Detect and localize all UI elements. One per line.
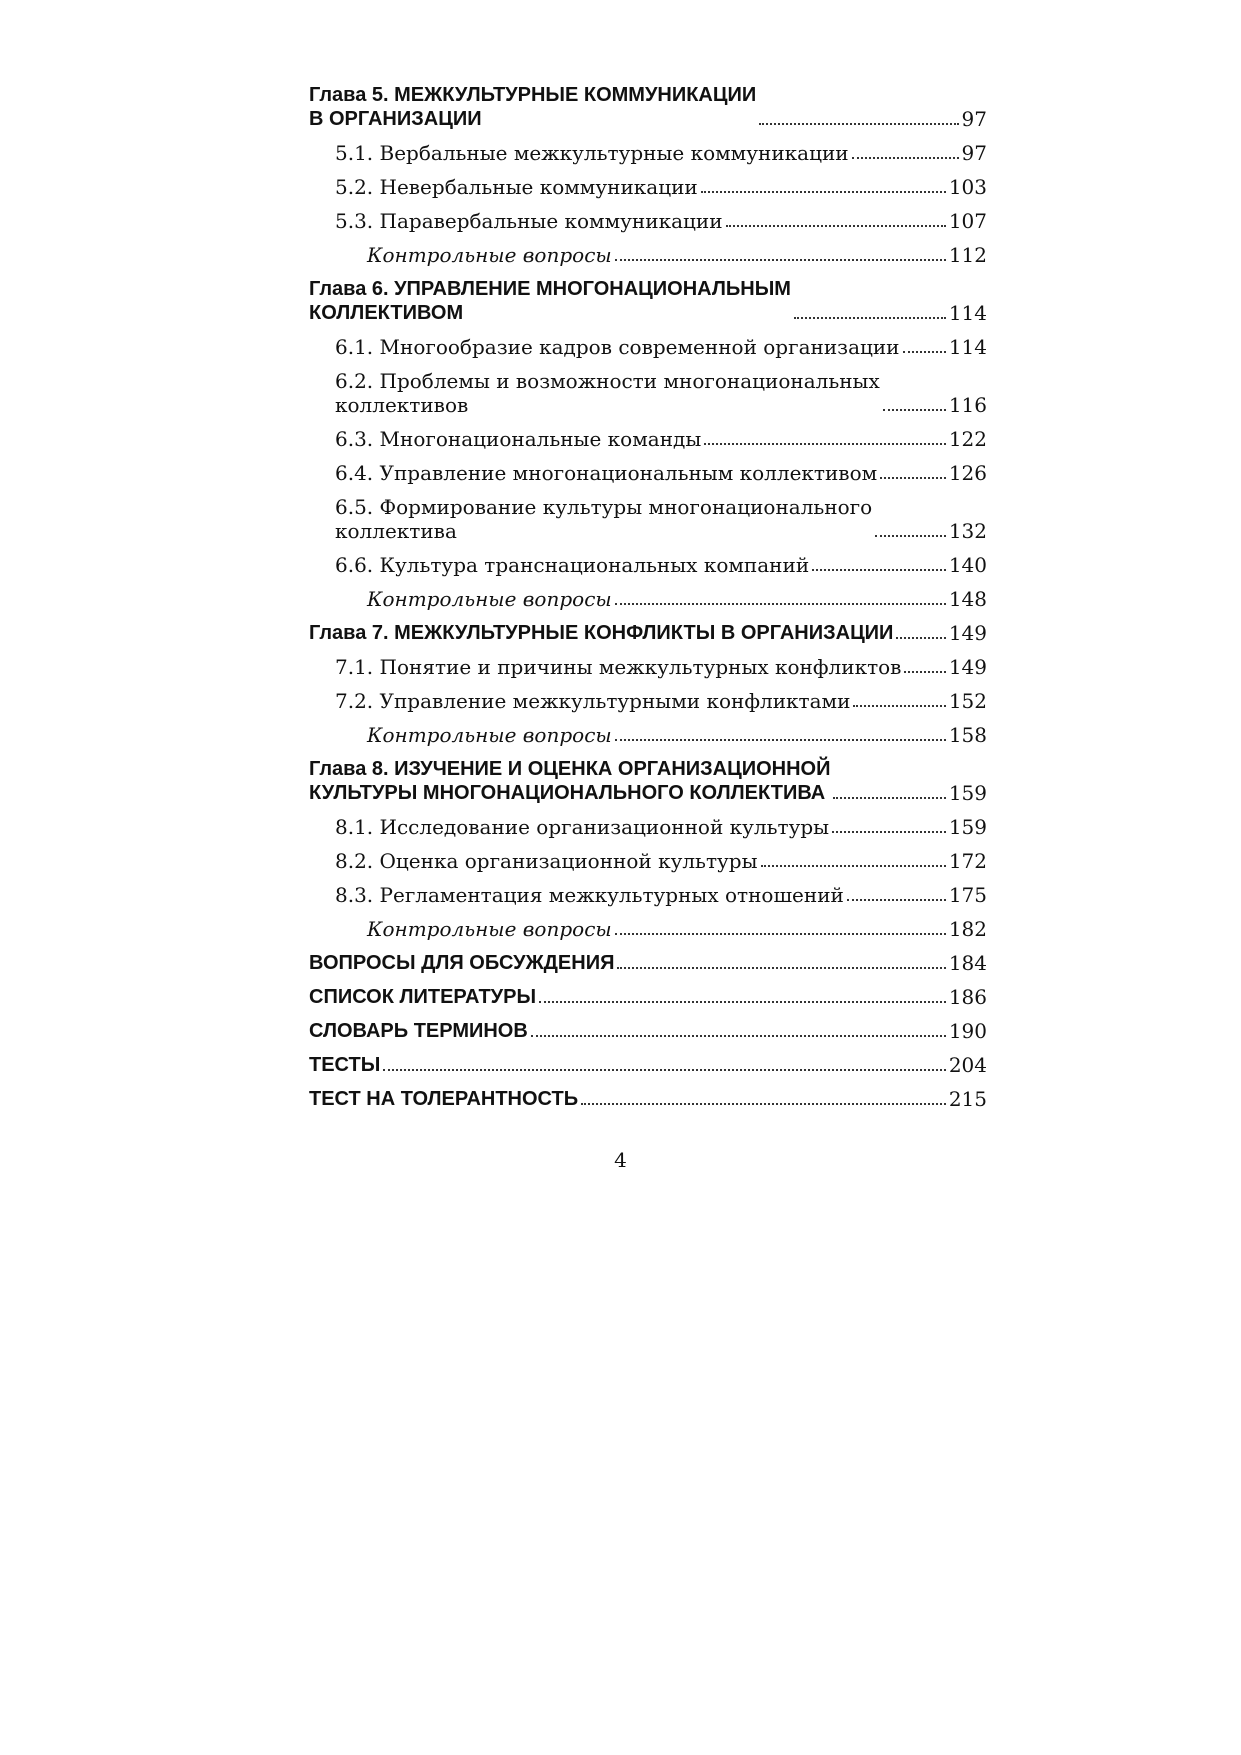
toc-section-entry — [309, 849, 987, 873]
toc-entry-title — [309, 277, 791, 325]
dot-leader — [833, 796, 945, 799]
toc-entry-page: 140 — [948, 553, 987, 577]
toc-entry-page: 116 — [948, 393, 987, 417]
dot-leader — [759, 122, 958, 125]
toc-entry-page: 159 — [948, 815, 987, 839]
toc-entry-title-line1: Глава 5. МЕЖКУЛЬТУРНЫЕ КОММУНИКАЦИИ — [309, 84, 757, 106]
toc-entry-title: 6.4. Управление многонациональным коллективом — [335, 461, 878, 485]
toc-entry-page: 190 — [948, 1019, 987, 1043]
dot-leader — [726, 224, 946, 227]
toc-entry-title-line2: КУЛЬТУРЫ МНОГОНАЦИОНАЛЬНОГО КОЛЛЕКТИВА — [309, 782, 826, 804]
toc-entry-page: 182 — [948, 917, 987, 941]
dot-leader — [581, 1102, 946, 1105]
dot-leader — [812, 568, 946, 571]
toc-entry-page: 159 — [948, 781, 987, 805]
toc-entry-page: 97 — [961, 141, 987, 165]
dot-leader — [883, 408, 946, 411]
toc-section-entry — [309, 461, 987, 485]
toc-chapter-entry — [309, 83, 987, 131]
toc-entry-title-line1: Глава 6. УПРАВЛЕНИЕ МНОГОНАЦИОНАЛЬНЫМ — [309, 278, 791, 300]
toc-questions-entry — [309, 917, 987, 941]
toc-section-entry — [309, 655, 987, 679]
toc-entry-title-line1: 6.2. Проблемы и возможности многонациональных — [335, 369, 880, 393]
toc-entry-page: 103 — [948, 175, 987, 199]
toc-entry-page: 158 — [948, 723, 987, 747]
toc-entry-title: Контрольные вопросы — [367, 723, 612, 747]
toc-entry-page: 132 — [948, 519, 987, 543]
toc-entry-page: 114 — [948, 301, 987, 325]
dot-leader — [832, 830, 946, 833]
toc-section-entry — [309, 689, 987, 713]
toc-questions-entry — [309, 243, 987, 267]
toc-entry-page: 152 — [948, 689, 987, 713]
toc-entry-page: 149 — [948, 655, 987, 679]
toc-chapter-entry — [309, 277, 987, 325]
toc-section-entry — [309, 369, 987, 417]
toc-entry-page: 172 — [948, 849, 987, 873]
dot-leader — [761, 864, 946, 867]
dot-leader — [539, 1000, 946, 1003]
toc-entry-title — [309, 757, 830, 805]
toc-entry-title: 5.1. Вербальные межкультурные коммуникации — [335, 141, 849, 165]
dot-leader — [615, 258, 946, 261]
toc-entry-title: Контрольные вопросы — [367, 917, 612, 941]
dot-leader — [615, 932, 946, 935]
toc-entry-title: ТЕСТ НА ТОЛЕРАНТНОСТЬ — [309, 1088, 579, 1110]
dot-leader — [904, 670, 945, 673]
toc-section-entry — [309, 141, 987, 165]
toc-entry-title: 8.3. Регламентация межкультурных отношений — [335, 883, 844, 907]
toc-entry-title — [335, 495, 872, 543]
toc-section-entry — [309, 815, 987, 839]
toc-entry-page: 175 — [948, 883, 987, 907]
toc-entry-title: 8.2. Оценка организационной культуры — [335, 849, 758, 873]
page-number: 4 — [614, 1148, 627, 1172]
toc-entry-page: 149 — [948, 621, 987, 645]
toc-entry-page: 186 — [948, 985, 987, 1009]
toc-entry-title: 5.2. Невербальные коммуникации — [335, 175, 698, 199]
toc-chapter-entry — [309, 621, 987, 645]
dot-leader — [875, 534, 946, 537]
dot-leader — [701, 190, 946, 193]
dot-leader — [383, 1068, 946, 1071]
toc-entry-title: 6.1. Многообразие кадров современной организации — [335, 335, 900, 359]
dot-leader — [617, 966, 945, 969]
toc-chapter-entry — [309, 1019, 987, 1043]
toc-entry-page: 107 — [948, 209, 987, 233]
dot-leader — [880, 476, 946, 479]
toc-entry-title: ТЕСТЫ — [309, 1054, 381, 1076]
toc-entry-title — [309, 83, 756, 131]
toc-section-entry — [309, 553, 987, 577]
toc-questions-entry — [309, 587, 987, 611]
toc-entry-title: 7.1. Понятие и причины межкультурных конфликтов — [335, 655, 902, 679]
toc-entry-page: 148 — [948, 587, 987, 611]
toc-chapter-entry — [309, 757, 987, 805]
dot-leader — [704, 442, 946, 445]
toc-entry-title-line2: коллективов — [335, 393, 469, 417]
toc-entry-title: Глава 7. МЕЖКУЛЬТУРНЫЕ КОНФЛИКТЫ В ОРГАНИЗАЦИИ — [309, 622, 894, 644]
toc-entry-title-line2: В ОРГАНИЗАЦИИ — [309, 108, 482, 130]
toc-entry-page: 112 — [948, 243, 987, 267]
toc-entry-title: СПИСОК ЛИТЕРАТУРЫ — [309, 986, 537, 1008]
toc-chapter-entry — [309, 951, 987, 975]
toc-chapter-entry — [309, 1053, 987, 1077]
toc-chapter-entry — [309, 985, 987, 1009]
toc-section-entry — [309, 175, 987, 199]
toc-section-entry — [309, 209, 987, 233]
toc-section-entry — [309, 883, 987, 907]
toc-entry-title: 6.3. Многонациональные команды — [335, 427, 702, 451]
toc-chapter-entry — [309, 1087, 987, 1111]
toc-entry-page: 114 — [948, 335, 987, 359]
dot-leader — [847, 898, 946, 901]
dot-leader — [852, 156, 959, 159]
toc-entry-page: 126 — [948, 461, 987, 485]
toc-entry-page: 215 — [948, 1087, 987, 1111]
toc-entry-title-line2: КОЛЛЕКТИВОМ — [309, 302, 464, 324]
toc-entry-page: 204 — [948, 1053, 987, 1077]
toc-entry-title: ВОПРОСЫ ДЛЯ ОБСУЖДЕНИЯ — [309, 952, 615, 974]
toc-entry-title: 5.3. Паравербальные коммуникации — [335, 209, 723, 233]
table-of-contents — [309, 83, 987, 1121]
toc-entry-title: 7.2. Управление межкультурными конфликтами — [335, 689, 851, 713]
toc-entry-title: 8.1. Исследование организационной культуры — [335, 815, 830, 839]
dot-leader — [615, 602, 946, 605]
toc-entry-page: 122 — [948, 427, 987, 451]
dot-leader — [531, 1034, 946, 1037]
toc-entry-page: 97 — [961, 107, 987, 131]
dot-leader — [794, 316, 946, 319]
toc-section-entry — [309, 335, 987, 359]
toc-entry-title: Контрольные вопросы — [367, 243, 612, 267]
toc-entry-title-line2: коллектива — [335, 519, 457, 543]
toc-questions-entry — [309, 723, 987, 747]
toc-entry-title: 6.6. Культура транснациональных компаний — [335, 553, 810, 577]
dot-leader — [853, 704, 945, 707]
toc-entry-title-line1: Глава 8. ИЗУЧЕНИЕ И ОЦЕНКА ОРГАНИЗАЦИОННОЙ — [309, 758, 831, 780]
toc-entry-page: 184 — [948, 951, 987, 975]
toc-section-entry — [309, 495, 987, 543]
toc-entry-title: СЛОВАРЬ ТЕРМИНОВ — [309, 1020, 528, 1042]
toc-section-entry — [309, 427, 987, 451]
dot-leader — [615, 738, 946, 741]
dot-leader — [903, 350, 946, 353]
toc-entry-title: Контрольные вопросы — [367, 587, 612, 611]
toc-entry-title — [335, 369, 880, 417]
dot-leader — [896, 636, 945, 639]
toc-entry-title-line1: 6.5. Формирование культуры многонационального — [335, 495, 873, 519]
